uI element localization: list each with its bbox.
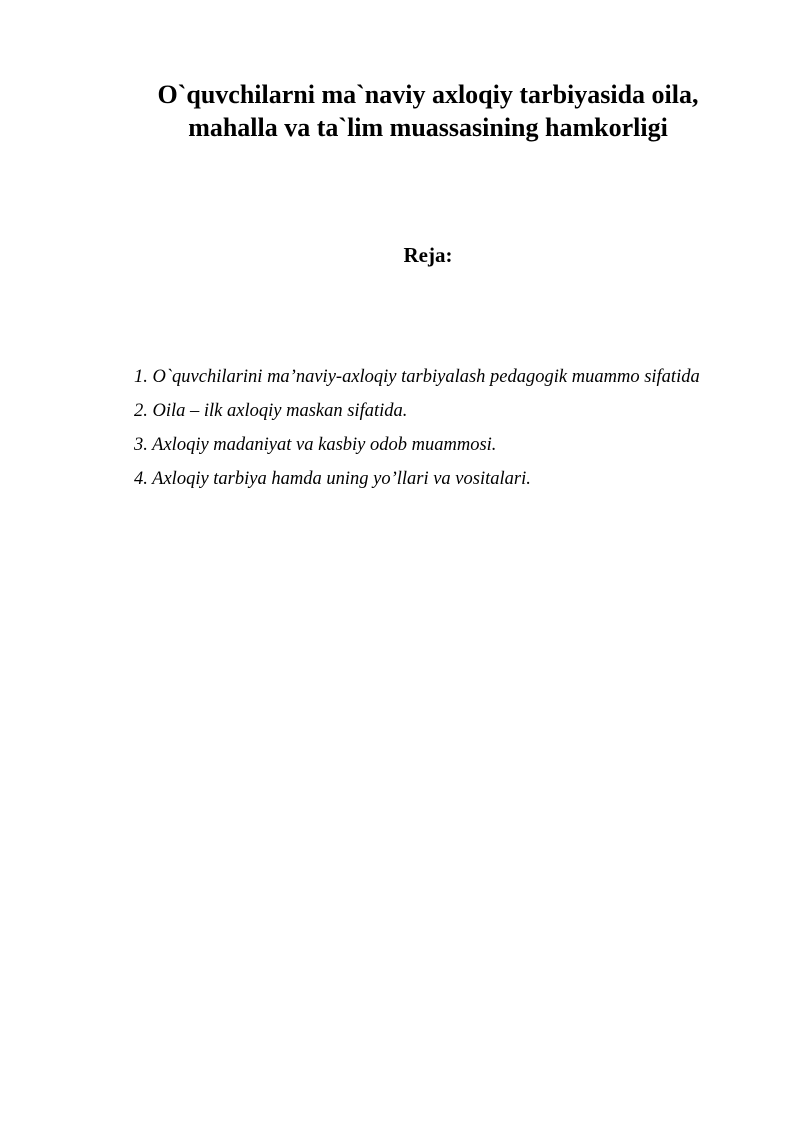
plan-item-3: 3. Axloqiy madaniyat va kasbiy odob muammosi. [134,435,497,455]
plan-item-4: 4. Axloqiy tarbiya hamda uning yo’llari va vositalari. [134,469,531,489]
plan-list [112,360,744,496]
document-title [112,78,744,144]
document-title-line-1: O`quvchilarni ma`naviy axloqiy tarbiyasida oila, [157,80,699,109]
plan-heading: Reja: [403,243,453,267]
plan-item-2: 2. Oila – ilk axloqiy maskan sifatida. [134,401,408,421]
document-title-line-2: mahalla va ta`lim muassasining hamkorligi [188,113,668,142]
plan-item-1: 1. O`quvchilarini ma’naviy-axloqiy tarbiyalash pedagogik muammo sifatida [134,367,700,387]
